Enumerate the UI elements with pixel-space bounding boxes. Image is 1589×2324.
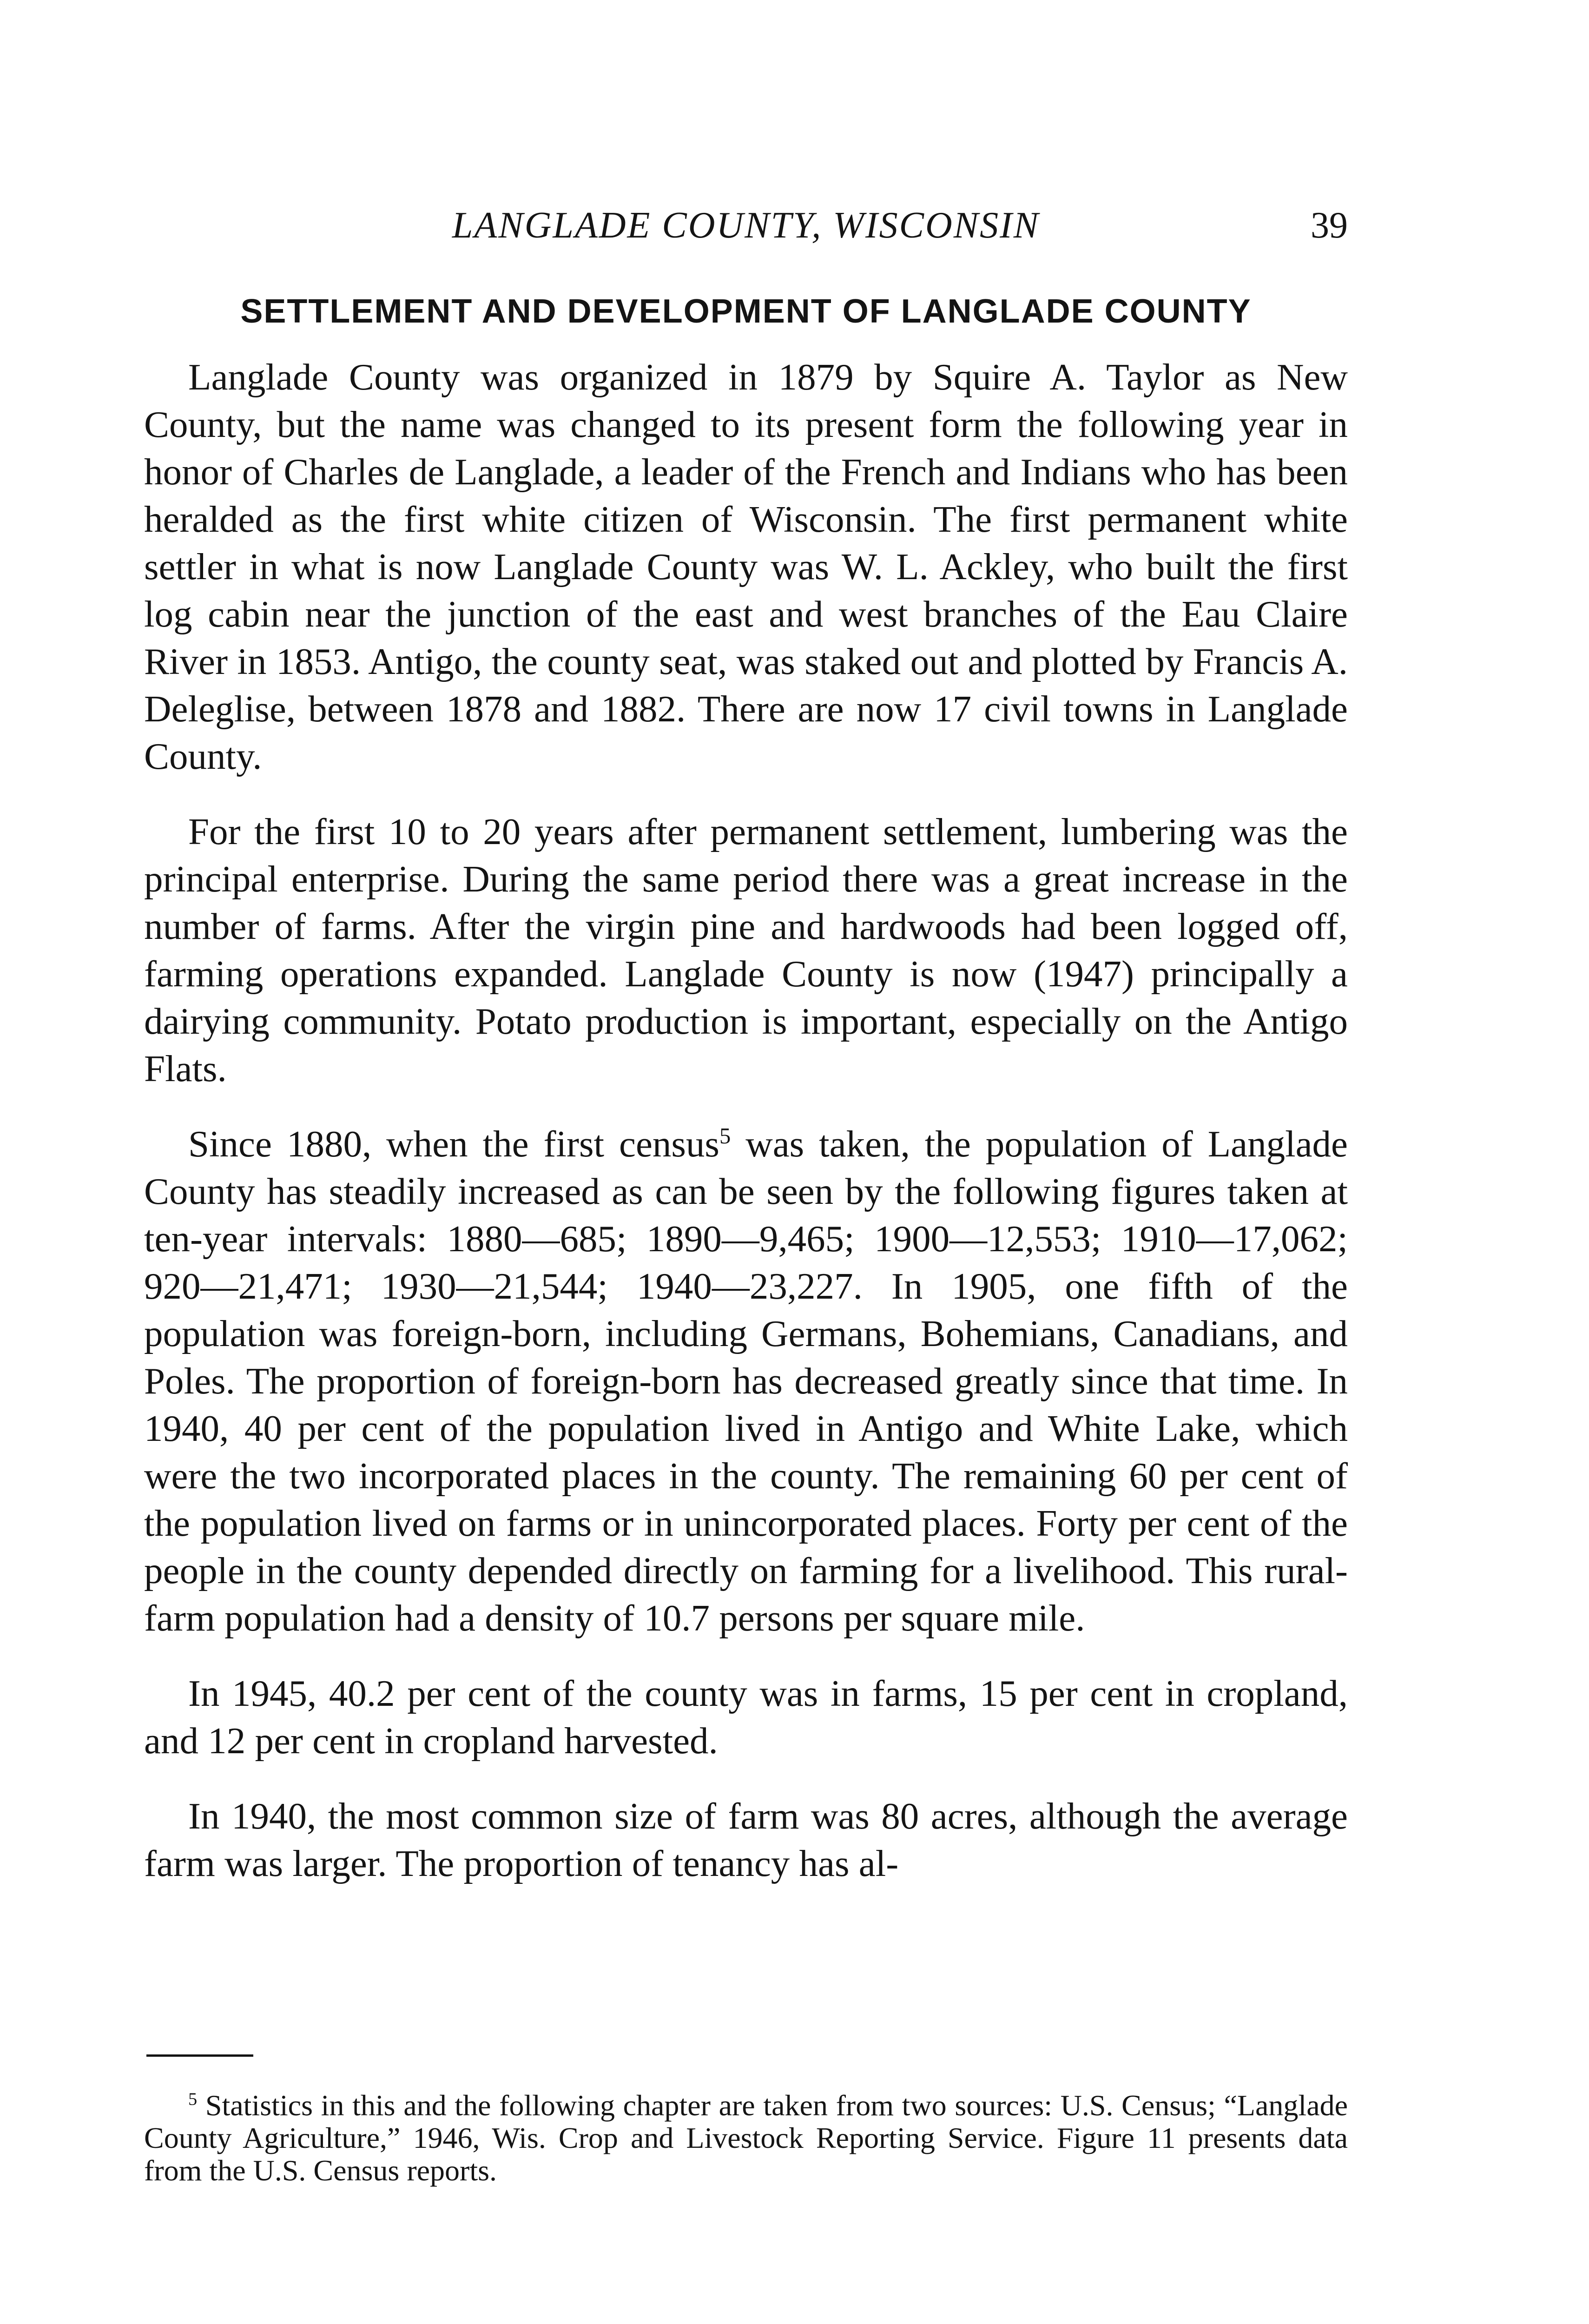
paragraph-farm-size: In 1940, the most common size of farm was 80 acres, although the average farm was larger. The proportion of tenancy has al- (144, 1795, 1348, 1884)
page-number: 39 (1311, 205, 1348, 246)
section-heading: SETTLEMENT AND DEVELOPMENT OF LANGLADE COUNTY (240, 293, 1252, 330)
paragraph-population-rest: was taken, the population of Langlade County has steadily increased as can be seen by the following figures taken at ten-year intervals: 1880—685; 1890—9,465; 1900—12,553; 1910—17,062; 920—21,471; 1930—21,544; 1940—23,227. In 1905, one fifth of the population was foreign-born, including Germans, Bohemians, Canadians, and Poles. The proportion of foreign-born has decreased greatly since that time. In 1940, 40 per cent of the population lived in Antigo and White Lake, which were the two incorporated places in the county. The remaining 60 per cent of the population lived on farms or in unincorporated places. Forty per cent of the people in the county depended directly on farming for a livelihood. This rural-farm population had a density of 10.7 persons per square mile. (144, 1123, 1348, 1639)
paragraph-organization: Langlade County was organized in 1879 by Squire A. Taylor as New County, but the name was changed to its present form the following year in honor of Charles de Langlade, a leader of the French and Indians who has been heralded as the first white citizen of Wisconsin. The first permanent white settler in what is now Langlade County was W. L. Ackley, who built the first log cabin near the junction of the east and west branches of the Eau Claire River in 1853. Antigo, the county seat, was staked out and plotted by Francis A. Deleglise, between 1878 and 1882. There are now 17 civil towns in Langlade County. (144, 356, 1348, 777)
paragraph-land-use: In 1945, 40.2 per cent of the county was in farms, 15 per cent in cropland, and 12 per cent in cropland harvested. (144, 1672, 1348, 1762)
footnote (144, 2089, 1348, 2187)
footnote-area (144, 2054, 1348, 2187)
footnote-divider (146, 2054, 253, 2057)
footnote-marker: 5 (188, 2089, 198, 2109)
paragraph-lumbering: For the first 10 to 20 years after permanent settlement, lumbering was the principal enterprise. During the same period there was a great increase in the number of farms. After the virgin pine and hardwoods had been logged off, farming operations expanded. Langlade County is now (1947) principally a dairying community. Potato production is important, especially on the Antigo Flats. (144, 811, 1348, 1089)
running-header (144, 200, 1348, 251)
footnote-text: Statistics in this and the following chapter are taken from two sources: U.S. Census; “Langlade County Agriculture,” 1946, Wis. Crop and Livestock Reporting Service. Figure 11 presents data from the U.S. Census reports. (144, 2089, 1348, 2187)
paragraph-population (144, 1120, 1348, 1642)
paragraph-population-start: Since 1880, when the first census (188, 1123, 719, 1165)
footnote-reference: 5 (719, 1123, 731, 1149)
body-text (144, 353, 1348, 1915)
running-title: LANGLADE COUNTY, WISCONSIN (452, 205, 1040, 246)
